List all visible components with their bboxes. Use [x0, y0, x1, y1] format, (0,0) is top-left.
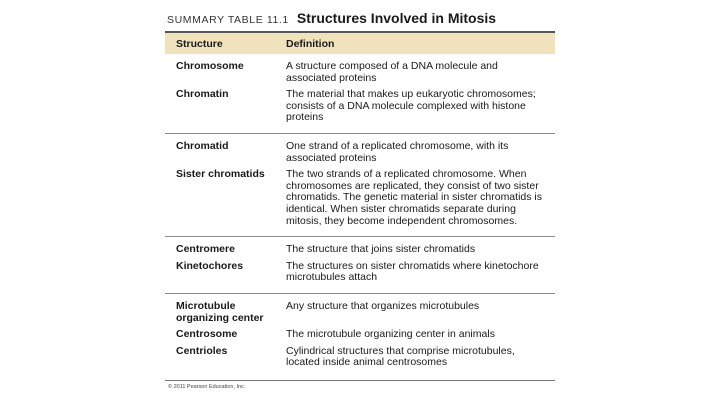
structure-definition: Any structure that organizes microtubules	[286, 299, 480, 312]
column-header-definition: Definition	[286, 37, 335, 50]
copyright-credit: © 2011 Pearson Education, Inc.	[168, 383, 246, 390]
structure-term: Centromere	[176, 243, 235, 256]
structure-term: Microtubule organizing center	[176, 299, 264, 324]
table-row	[165, 261, 555, 284]
column-header-structure: Structure	[176, 37, 223, 50]
structure-definition: One strand of a replicated chromosome, with its associated proteins	[286, 139, 509, 164]
table-row	[165, 89, 555, 124]
structure-term: Centrosome	[176, 328, 238, 341]
table-label: SUMMARY TABLE 11.1	[167, 14, 289, 26]
structure-term: Chromosome	[176, 60, 244, 72]
structure-definition: The two strands of a replicated chromosome. When chromosomes are replicated, they consist of two sister chromatids. The genetic material in sister chromatids is identical. When sister chromatids separate during mitosis, they become independent chromosomes.	[286, 168, 542, 227]
structure-term: Sister chromatids	[176, 168, 265, 181]
table-group	[165, 237, 555, 294]
structure-term: Kinetochores	[176, 259, 244, 272]
structure-definition: The material that makes up eukaryotic chromosomes; consists of a DNA molecule complexed with histone proteins	[286, 88, 536, 124]
footer-divider	[165, 380, 555, 381]
structure-definition: The structures on sister chromatids where kinetochore microtubules attach	[286, 259, 539, 284]
table-row	[165, 169, 555, 227]
table-row	[165, 61, 555, 84]
structure-definition: A structure composed of a DNA molecule and associated proteins	[286, 60, 498, 84]
structure-term: Chromatin	[176, 88, 229, 101]
structure-term: Centrioles	[176, 344, 228, 357]
structure-definition: The structure that joins sister chromatids	[286, 243, 476, 256]
table-title: Structures Involved in Mitosis	[296, 10, 497, 26]
column-header-row	[165, 33, 555, 54]
table-title-row	[165, 10, 555, 30]
table-group	[165, 134, 555, 237]
table-row	[165, 301, 555, 324]
table-row	[165, 141, 555, 164]
table-group	[165, 54, 555, 134]
summary-table	[165, 10, 555, 390]
structure-definition: The microtubule organizing center in animals	[286, 328, 495, 341]
table-row	[165, 329, 555, 341]
structure-term: Chromatid	[176, 139, 229, 152]
table-row	[165, 346, 555, 369]
structure-definition: Cylindrical structures that comprise microtubules, located inside animal centrosomes	[286, 344, 515, 369]
table-row	[165, 244, 555, 256]
table-group	[165, 294, 555, 376]
